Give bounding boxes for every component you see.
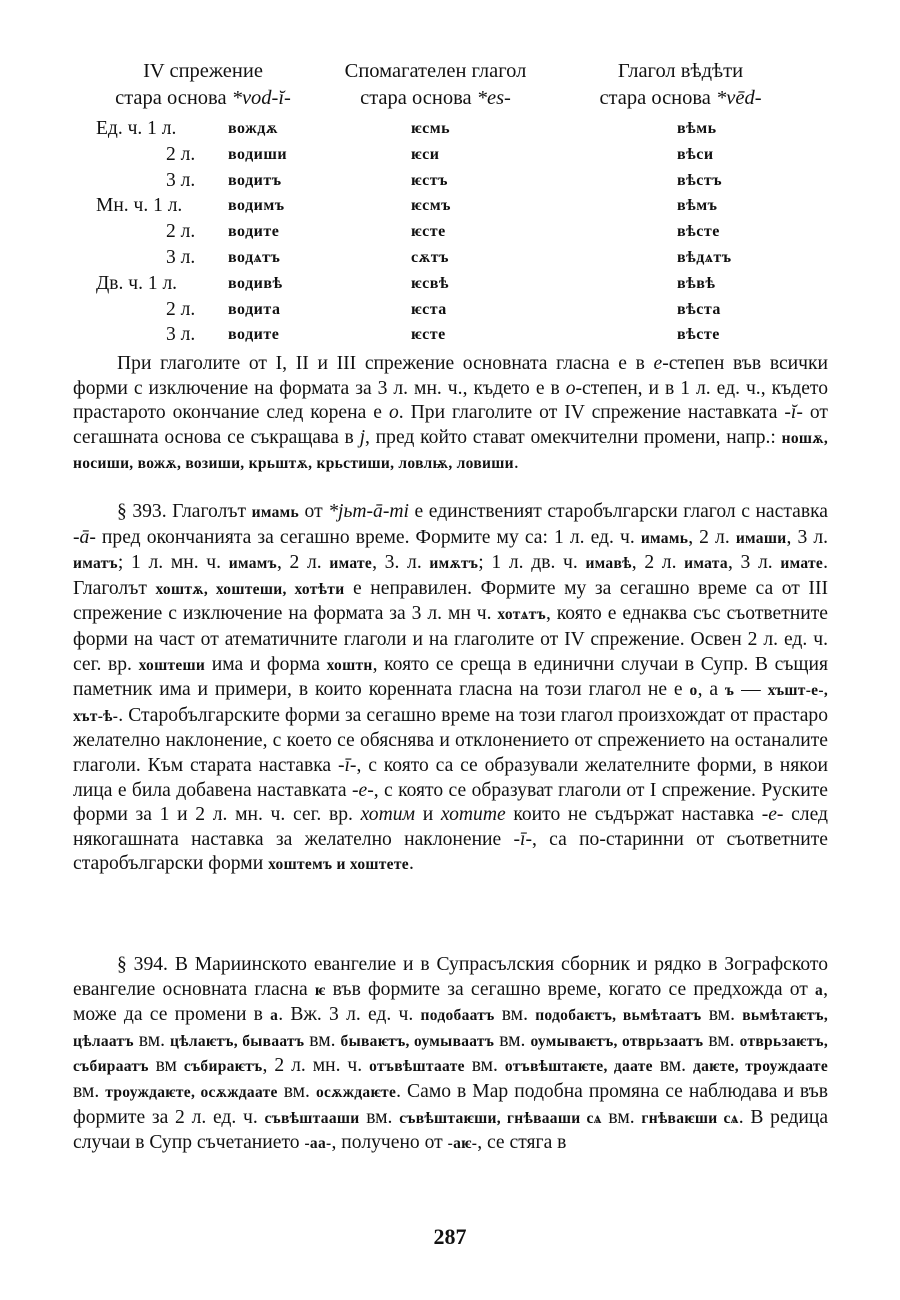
- header-title: Спомагателен глагол: [344, 60, 527, 82]
- table-row: [0, 273, 900, 299]
- form-ved: вѣстъ: [677, 171, 723, 189]
- header-title: IV спрежение: [143, 60, 263, 82]
- table-header-column-2: [323, 58, 548, 112]
- page-number: 287: [433, 1224, 467, 1249]
- row-label: 3 л.: [166, 324, 196, 346]
- header-stem: стара основа *vēd-: [599, 87, 762, 109]
- form-vod: вождѫ: [228, 120, 278, 137]
- form-ved: вѣста: [677, 300, 721, 318]
- form-vod: водимъ: [228, 197, 285, 215]
- form-es: ѥстъ: [411, 171, 448, 189]
- row-label: 2 л.: [166, 298, 196, 320]
- row-label: Дв. ч. 1 л.: [96, 272, 178, 294]
- form-ved: вѣсте: [677, 223, 720, 241]
- form-vod: водита: [228, 300, 281, 318]
- paragraph-section-393: § 393. Глаголът имамь от *jьm-ā-mi е единственият старобългарски глагол с наставка -ā- пред окончанията за сегашно време. Формите му са: 1 л. ед. ч. имамь, 2 л. имаши, 3 л. иматъ; 1 л. мн. ч. имамъ, 2 л. имате, 3. л. имѫтъ; 1 л. дв. ч. имавѣ, 2 л. имата, 3 л. имате. Глаголът хоштѫ, хоштеши, хотѣти е неправилен. Формите му за сегашно време са от III спрежение с изключение на формата за 3 л. мн ч. хотѧтъ, която е еднаква със съответните форми на част от атематичните глаголи и на глаголите от IV спрежение. Освен 2 л. ед. ч. сег. вр. хоштеши има и форма хоштн, която се среща в единични случаи в Супр. В същия паметник има и примери, в които коренната гласна на този глагол не е о, а ъ — хъшт-е-, хът-ѣ-. Старобългарските форми за сегашно време на този глагол произхождат от прастаро желателно наклонение, с което се обяснява и отклонението от спрежението на останалите глаголи. Към старата наставка -ī-, с която са се образували желателните форми, в някои лица е била добавена наставката -e-, с която се образуват глаголи от I спрежение. Руските форми за 1 и 2 л. мн. ч. сег. вр. хотим и хотите които не съдържат наставка -e- след някогашната наставка за желателно наклонение -ī-, са по-старинни от съответните старобългарски форми хоштемъ и хоштете.: [73, 501, 829, 875]
- paragraph-conjugation-note: При глаголите от I, II и III спрежение основната гласна е в e-степен във всички форми с изключение на формата за 3 л. мн. ч., където е в o-степен, и в 1 л. ед. ч., където прастарото окончание след корена е o. При глаголите от IV спрежение наставката -ĭ- от сегашната основа се съкращава в j, пред който стават омекчителни промени, напр.: ношѫ, носиши, вожѫ, возиши, крьштѫ, крьстиши, ловлѭ, ловиши.: [73, 353, 829, 474]
- form-es: ѥсте: [411, 326, 446, 344]
- table-row: [0, 170, 900, 196]
- table-row: [0, 221, 900, 247]
- form-es: ѥста: [411, 300, 447, 318]
- form-es: ѥсмъ: [411, 197, 451, 215]
- form-es: ѥсмь: [411, 120, 451, 137]
- header-stem: стара основа *vod-ĭ-: [115, 87, 291, 109]
- form-vod: водивѣ: [228, 274, 283, 292]
- header-stem: стара основа *es-: [360, 87, 511, 109]
- table-header-column-1: [88, 58, 318, 112]
- row-label: 3 л.: [166, 169, 196, 191]
- table-row: [0, 299, 900, 325]
- row-label: 2 л.: [166, 143, 196, 165]
- form-ved: вѣсте: [677, 326, 720, 344]
- form-vod: водѧтъ: [228, 248, 281, 266]
- form-ved: вѣмь: [677, 120, 717, 137]
- row-label: 2 л.: [166, 221, 196, 243]
- conjugation-table: [0, 118, 900, 350]
- form-es: ѥсте: [411, 223, 446, 241]
- table-row: [0, 118, 900, 144]
- row-label: Мн. ч. 1 л.: [96, 195, 183, 217]
- row-label: Ед. ч. 1 л.: [96, 118, 177, 139]
- form-ved: вѣвѣ: [677, 274, 716, 292]
- form-ved: вѣмъ: [677, 197, 718, 215]
- form-es: сѫтъ: [411, 248, 449, 266]
- form-ved: вѣдѧтъ: [677, 248, 732, 266]
- form-vod: водите: [228, 223, 280, 241]
- table-row: [0, 144, 900, 170]
- form-ved: вѣси: [677, 145, 714, 163]
- row-label: 3 л.: [166, 246, 196, 268]
- form-es: ѥсвѣ: [411, 274, 449, 292]
- form-vod: водиши: [228, 145, 288, 163]
- form-vod: водите: [228, 326, 280, 344]
- table-row: [0, 324, 900, 350]
- form-vod: водитъ: [228, 171, 282, 189]
- header-title: Глагол вѣдѣти: [617, 60, 744, 82]
- table-header-column-3: [578, 58, 783, 112]
- paragraph-section-394: § 394. В Мариинското евангелие и в Супрасълския сборник и рядко в Зографското евангелие основната гласна ѥ във формите за сегашно време, когато се предхожда от а, може да се промени в а. Вж. 3 л. ед. ч. подобаатъ вм. подобаѥтъ, вьмѣтаатъ вм. вьмѣтаѥтъ, цѣлаатъ вм. цѣлаѥтъ, бываатъ вм. бываѥтъ, оумываатъ вм. оумываѥтъ, отврьзаатъ вм. отврьзаѥтъ, събираатъ вм събираѥтъ, 2 л. мн. ч. отъвѣштаате вм. отъвѣштаѥте, даате вм. даѥте, троуждаате вм. троуждаѥте, осѫждаате вм. осѫждаѥте. Само в Мар подобна промяна се наблюдава и във формите за 2 л. ед. ч. съвѣштааши вм. съвѣштаѥши, гнѣвааши сѧ вм. гнѣваѥши сѧ. В редица случаи в Супр съчетанието -аа-, получено от -аѥ-, се стяга в: [73, 954, 829, 1154]
- form-es: ѥси: [411, 145, 440, 163]
- table-row: [0, 195, 900, 221]
- table-row: [0, 247, 900, 273]
